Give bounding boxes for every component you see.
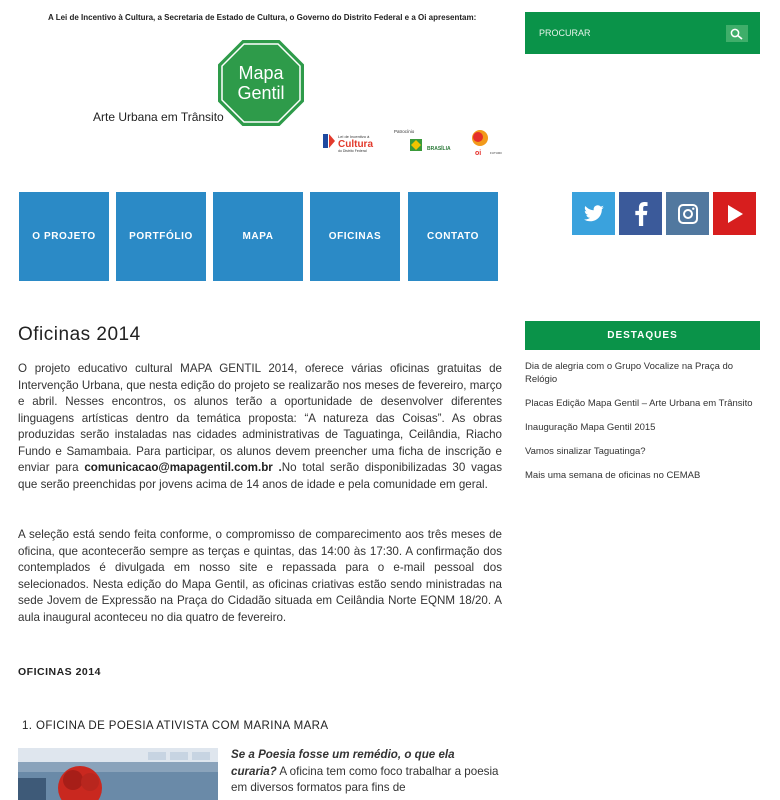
oficina-excerpt	[231, 747, 503, 797]
presenters-text: A Lei de Incentivo à Cultura, a Secretaria de Estado de Cultura, o Governo do Distrito Federal e a Oi apresentam:	[48, 13, 477, 22]
nav-oficinas[interactable]: OFICINAS	[310, 192, 400, 281]
sponsor-patrocinio: Patrocínio	[394, 129, 415, 134]
page-title: Oficinas 2014	[18, 324, 141, 345]
sponsor-brasilia: BRASÍLIA	[427, 146, 451, 152]
logo-line1: Mapa	[238, 63, 284, 83]
oficina-text: A oficina tem como foco trabalhar a poesia em diversos formatos para fins de	[231, 764, 499, 794]
post-paragraph-2: A seleção está sendo feita conforme, o compromisso de comparecimento aos três meses de oficina, que acontecerão sempre as terças e quintas, das 14:00 às 17:30. A confirmação dos contemplados é divulgada em nosso site e repassada para o e-mail pessoal dos selecionados. Nesta edição do Mapa Gentil, as oficinas criativas estão sendo ministradas na sede Jovem de Expressão na Praça do Cidadão situada em Ceilândia Norte EQNM 18/20. A aula inaugural aconteceu no dia quatro de fevereiro.	[18, 528, 502, 624]
twitter-button[interactable]	[572, 192, 615, 235]
facebook-icon	[634, 202, 648, 226]
destaques-heading: DESTAQUES	[525, 321, 760, 350]
oficina-photo-art	[18, 748, 218, 800]
sponsor-lic-small: Lei de Incentivo à	[338, 134, 370, 139]
destaque-item[interactable]: Mais uma semana de oficinas no CEMAB	[525, 469, 701, 481]
sponsor-oi: oi	[475, 150, 482, 157]
mapa-gentil-logo[interactable]	[215, 37, 307, 129]
destaque-item[interactable]: Placas Edição Mapa Gentil – Arte Urbana em Trânsito	[525, 397, 753, 409]
oficina-title: 1. OFICINA DE POESIA ATIVISTA COM MARINA MARA	[22, 720, 329, 732]
instagram-icon	[677, 203, 699, 225]
facebook-button[interactable]	[619, 192, 662, 235]
sponsor-lic-sub: do Distrito Federal	[338, 149, 367, 153]
destaque-item[interactable]: Dia de alegria com o Grupo Vocalize na Praça do Relógio	[525, 361, 734, 385]
sponsor-lic-big: Cultura	[338, 139, 373, 150]
play-icon	[725, 203, 745, 225]
search-box	[525, 12, 760, 54]
post-paragraph-1	[18, 361, 502, 493]
search-input[interactable]	[539, 25, 719, 41]
nav-portfolio[interactable]: PORTFÓLIO	[116, 192, 206, 281]
email-link[interactable]: comunicacao@mapagentil.com.br .	[84, 461, 282, 474]
site-header	[0, 0, 510, 175]
nav-contato[interactable]: CONTATO	[408, 192, 498, 281]
youtube-button[interactable]	[713, 192, 756, 235]
twitter-icon	[583, 205, 605, 223]
oficina-quote: Se a Poesia fosse um remédio, o que ela curaria?	[231, 748, 455, 778]
nav-mapa[interactable]: MAPA	[213, 192, 303, 281]
paragraph-1-start: O projeto educativo cultural MAPA GENTIL 2014, oferece várias oficinas gratuitas de Intervenção Urbana, que nesta edição do projeto se realizarão nos meses de fevereiro, março e abril. Nesses encontros, os alunos terão a oportunidade de desenvolver diferentes linguagens artísticas dentro da temática proposta: “A natureza das Coisas”. As obras produzidas serão instaladas nas cidades administrativas de Taguatinga, Ceilândia, Riacho Fundo e Samambaia. Para participar, os alunos devem preencher uma ficha de inscrição e enviar para	[18, 362, 502, 474]
destaque-item[interactable]: Inauguração Mapa Gentil 2015	[525, 421, 656, 433]
paragraph-1-end: No total serão disponibilizadas 30 vagas que serão preenchidas por jovens acima de 14 anos de idade e pela comunidade em geral.	[18, 461, 503, 491]
search-icon	[730, 28, 744, 40]
section-heading: OFICINAS 2014	[18, 666, 101, 678]
search-button[interactable]	[726, 25, 748, 42]
sponsor-oi-futuro: FUTURO	[490, 151, 502, 155]
nav-o-projeto[interactable]: O PROJETO	[19, 192, 109, 281]
tagline: Arte Urbana em Trânsito	[93, 110, 224, 124]
logo-line2: Gentil	[237, 83, 285, 103]
destaques-list	[525, 360, 760, 493]
oficina-photo[interactable]	[18, 748, 218, 800]
destaque-item[interactable]: Vamos sinalizar Taguatinga?	[525, 445, 646, 457]
sponsor-logos	[322, 128, 502, 160]
instagram-button[interactable]	[666, 192, 709, 235]
